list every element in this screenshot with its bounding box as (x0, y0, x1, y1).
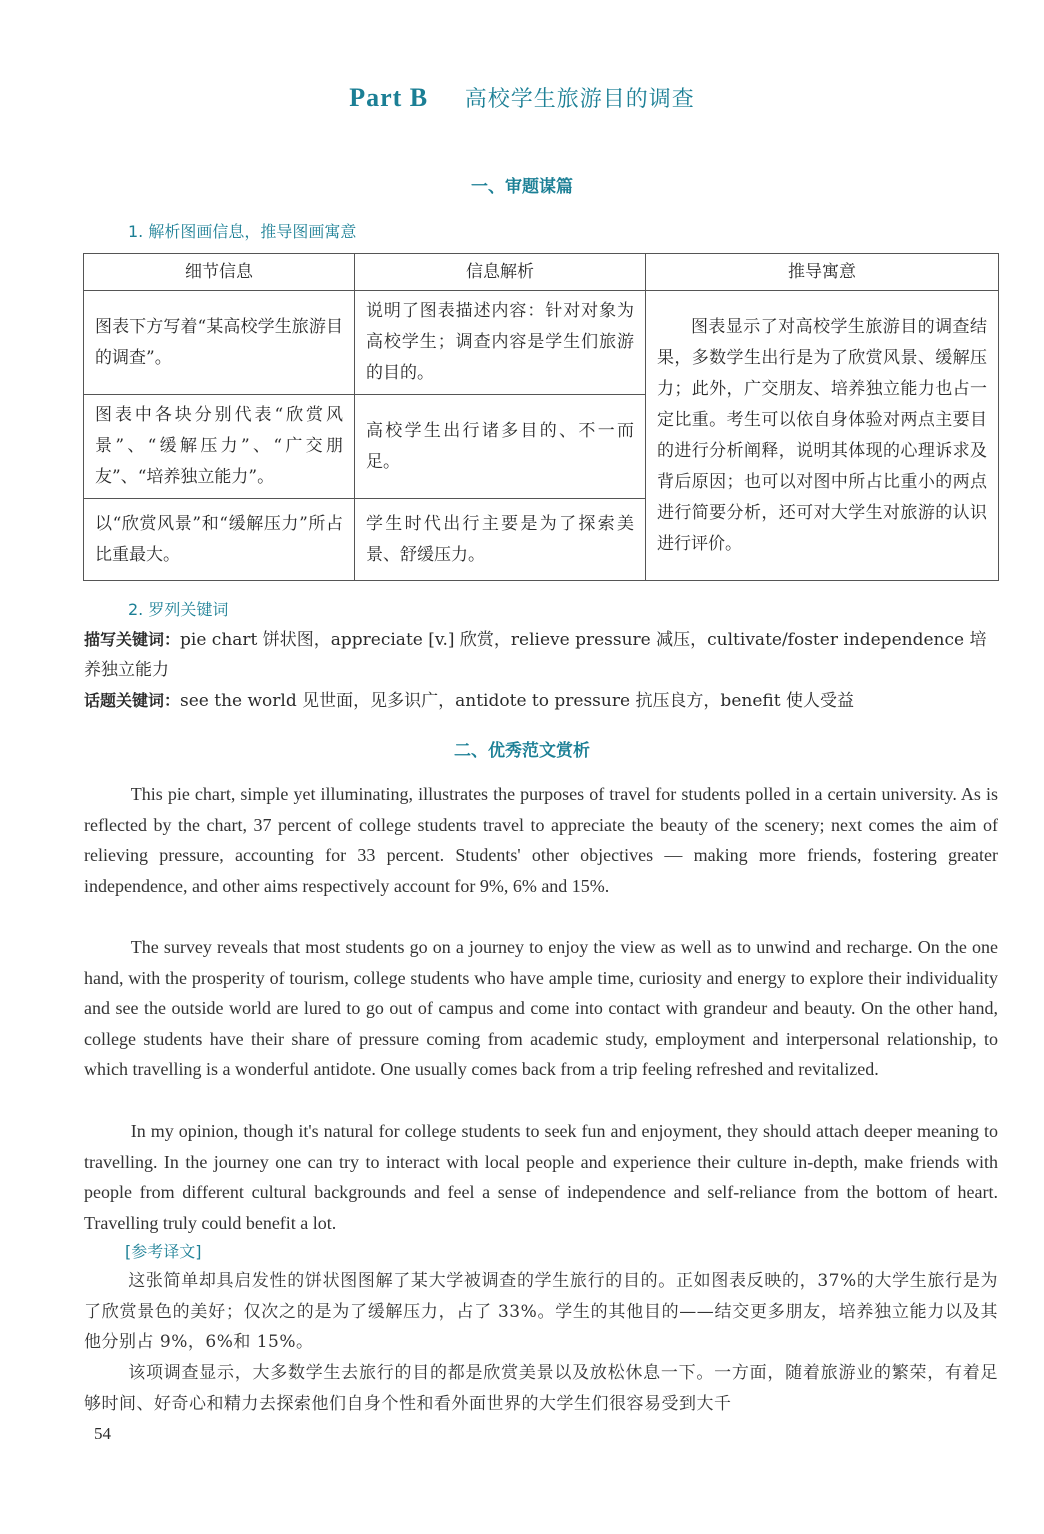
table-cell-detail: 以“欣赏风景”和“缓解压力”所占比重最大。 (84, 499, 355, 581)
topic-keywords-label: 话题关键词： (84, 691, 181, 710)
part-label: Part B (349, 83, 429, 112)
topic-keywords-text: see the world 见世面，见多识广，antidote to pressure 抗压良方，benefit 使人受益 (180, 691, 854, 711)
table-header: 细节信息 (84, 254, 355, 291)
reference-translation-label: [参考译文] (125, 1242, 202, 1261)
translation-paragraph: 该项调查显示，大多数学生去旅行的目的都是欣赏美景以及放松休息一下。一方面，随着旅游业的繁荣，有着足够时间、好奇心和精力去探索他们自身个性和看外面世界的大学生们很容易受到大千 (84, 1363, 998, 1414)
essay-paragraph: In my opinion, though it's natural for college students to seek fun and enjoyment, they should attach deeper meaning to travelling. In the journey one can try to interact with local people and experience their culture in-depth, make friends with people from different cultural backgrounds and feel a sense of independence and self-reliance from the bottom of heart. Travelling truly could benefit a lot. (84, 1121, 998, 1233)
topic-title: 高校学生旅游目的调查 (464, 87, 695, 112)
table-cell-detail: 图表中各块分别代表“欣赏风景”、“缓解压力”、“广交朋友”、“培养独立能力”。 (84, 395, 355, 499)
page-number: 54 (94, 1424, 111, 1443)
table-header: 信息解析 (355, 254, 646, 291)
table-cell-analysis: 高校学生出行诸多目的、不一而足。 (355, 395, 646, 499)
description-keywords-text: pie chart 饼状图，appreciate [v.] 欣赏，relieve pressure 减压，cultivate/foster independence 培养独立能力 (84, 630, 987, 680)
essay-paragraph: This pie chart, simple yet illuminating, illustrates the purposes of travel for students polled in a certain university. As is reflected by the chart, 37 percent of college students travel to appreciate the beauty of the scenery; next comes the aim of relieving pressure, accounting for 33 percent. Students' other objectives — making more friends, fostering greater independence, and other aims respectively account for 9%, 6% and 15%. (84, 784, 998, 896)
step-heading-1: 1. 解析图画信息，推导图画寓意 (128, 222, 357, 241)
table-cell-implication: 图表显示了对高校学生旅游目的调查结果，多数学生出行是为了欣赏风景、缓解压力；此外，广交朋友、培养独立能力也占一定比重。考生可以依自身体验对两点主要目的进行分析阐释，说明其体现的心理诉求及背后原因；也可以对图中所占比重小的两点进行简要分析，还可对大学生对旅游的认识进行评价。 (646, 291, 999, 581)
table-header: 推导寓意 (646, 254, 999, 291)
description-keywords (84, 625, 998, 685)
table-cell-analysis: 说明了图表描述内容：针对对象为高校学生；调查内容是学生们旅游的目的。 (355, 291, 646, 395)
table-header-row (84, 254, 999, 291)
translation-paragraph: 这张简单却具启发性的饼状图图解了某大学被调查的学生旅行的目的。正如图表反映的，37%的大学生旅行是为了欣赏景色的美好；仅次之的是为了缓解压力，占了 33%。学生的其他目的——结交更多朋友，培养独立能力以及其他分别占 9%，6%和 15%。 (84, 1271, 998, 1353)
step-heading-2: 2. 罗列关键词 (128, 600, 229, 619)
description-keywords-label: 描写关键词： (84, 630, 181, 649)
topic-keywords (84, 686, 998, 716)
table-cell-detail: 图表下方写着“某高校学生旅游目的调查”。 (84, 291, 355, 395)
section-heading-2: 二、优秀范文赏析 (454, 741, 590, 761)
analysis-table (83, 253, 999, 581)
section-heading-1: 一、审题谋篇 (471, 177, 573, 197)
essay-paragraph: The survey reveals that most students go on a journey to enjoy the view as well as to unwind and recharge. On the one hand, with the prosperity of tourism, college students who have ample time, curiosity and energy to explore their individuality and see the outside world are lured to go out of campus and come into contact with grandeur and beauty. On the other hand, college students have their share of pressure coming from academic study, employment and interpersonal relationship, to which travelling is a wonderful antidote. One usually comes back from a trip feeling refreshed and revitalized. (84, 937, 998, 1080)
table-cell-analysis: 学生时代出行主要是为了探索美景、舒缓压力。 (355, 499, 646, 581)
table-row (84, 291, 999, 395)
page-title (0, 82, 1044, 113)
